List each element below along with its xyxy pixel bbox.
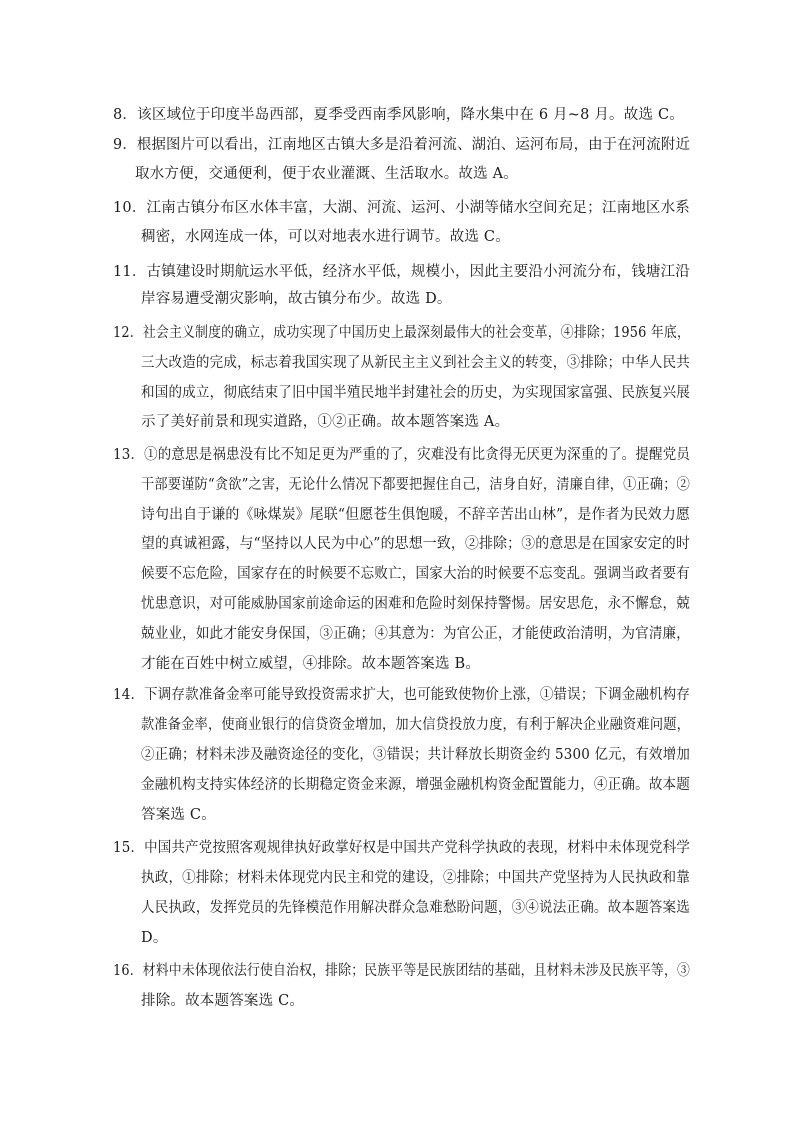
answer-line: 11．古镇建设时期航运水平低，经济水平低，规模小，因此主要沿小河流分布，钱塘江沿 bbox=[113, 264, 690, 280]
answer-line: 才能在百姓中树立威望，④排除。故本题答案选 B。 bbox=[141, 656, 481, 672]
answer-line: D。 bbox=[141, 930, 168, 946]
answer-line: 三大改造的完成，标志着我国实现了从新民主主义到社会主义的转变，③排除；中华人民共 bbox=[141, 355, 691, 371]
answer-line: 岸容易遭受潮灾影响，故古镇分布少。故选 D。 bbox=[141, 291, 452, 307]
answer-line: 金融机构支持实体经济的长期稳定资金来源，增强金融机构资金配置能力，④正确。故本题 bbox=[141, 777, 691, 793]
answer-line: ②正确；材料未涉及融资途径的变化，③错误；共计释放长期资金约 5300 亿元，有效增加 bbox=[141, 747, 691, 763]
answer-line: 和国的成立，彻底结束了旧中国半殖民地半封建社会的历史，为实现国家富强、民族复兴展 bbox=[141, 385, 691, 401]
answer-line: 13．①的意思是祸患没有比不知足更为严重的了，灾难没有比贪得无厌更为深重的了。提醒党员 bbox=[113, 447, 690, 463]
answer-line: 15．中国共产党按照客观规律执好政掌好权是中国共产党科学执政的表现，材料中未体现党科学 bbox=[113, 840, 690, 856]
answer-line: 款准备金率，使商业银行的信贷资金增加，加大信贷投放力度，有利于解决企业融资难问题， bbox=[141, 717, 691, 733]
answer-line: 兢业业，如此才能安身保国，③正确；④其意为：为官公正，才能使政治清明，为官清廉， bbox=[141, 626, 691, 642]
answer-line: 取水方便，交通便利，便于农业灌溉、生活取水。故选 A。 bbox=[135, 166, 518, 182]
answer-line: 干部要谨防“贪欲”之害，无论什么情况下都要把握住自己，洁身自好，清廉自律，①正确；② bbox=[141, 477, 691, 493]
answer-line: 9．根据图片可以看出，江南地区古镇大多是沿着河流、湖泊、运河布局，由于在河流附近 bbox=[113, 137, 691, 153]
answer-line: 排除。故本题答案选 C。 bbox=[141, 993, 305, 1009]
answer-line: 候要不忘危险，国家存在的时候要不忘败亡，国家大治的时候要不忘变乱。强调当政者要有 bbox=[141, 566, 691, 582]
answer-line: 望的真诚袒露，与“坚持以人民为中心”的思想一致，②排除；③的意思是在国家安定的时 bbox=[141, 536, 690, 552]
answer-line: 答案选 C。 bbox=[141, 807, 216, 823]
answer-line: 示了美好前景和现实道路，①②正确。故本题答案选 A。 bbox=[141, 414, 510, 430]
answer-line: 10．江南古镇分布区水体丰富，大湖、河流、运河、小湖等储水空间充足；江南地区水系 bbox=[113, 200, 690, 216]
answer-line: 忧患意识，对可能威胁国家前途命运的困难和危险时刻保持警惕。居安思危，永不懈怠，兢 bbox=[141, 596, 691, 612]
answer-line: 执政，①排除；材料未体现党内民主和党的建设，②排除；中国共产党坚持为人民执政和靠 bbox=[141, 870, 691, 886]
answer-line: 12．社会主义制度的确立，成功实现了中国历史上最深刻最伟大的社会变革，④排除；1956 年底， bbox=[113, 325, 691, 341]
answer-line: 诗句出自于谦的《咏煤炭》尾联“但愿苍生俱饱暖，不辞辛苦出山林”，是作者为民效力愿 bbox=[141, 507, 690, 523]
answer-line: 8．该区域位于印度半岛西部，夏季受西南季风影响，降水集中在 6 月~8 月。故选 C。 bbox=[113, 107, 684, 123]
answer-line: 稠密，水网连成一体，可以对地表水进行调节。故选 C。 bbox=[141, 229, 510, 245]
answer-line: 16．材料中未体现依法行使自治权，排除；民族平等是民族团结的基础，且材料未涉及民族平等，③ bbox=[113, 963, 691, 979]
answer-line: 人民执政，发挥党员的先锋模范作用解决群众急难愁盼问题，③④说法正确。故本题答案选 bbox=[141, 900, 691, 916]
answer-line: 14．下调存款准备金率可能导致投资需求扩大，也可能致使物价上涨，①错误；下调金融机构存 bbox=[113, 687, 690, 703]
